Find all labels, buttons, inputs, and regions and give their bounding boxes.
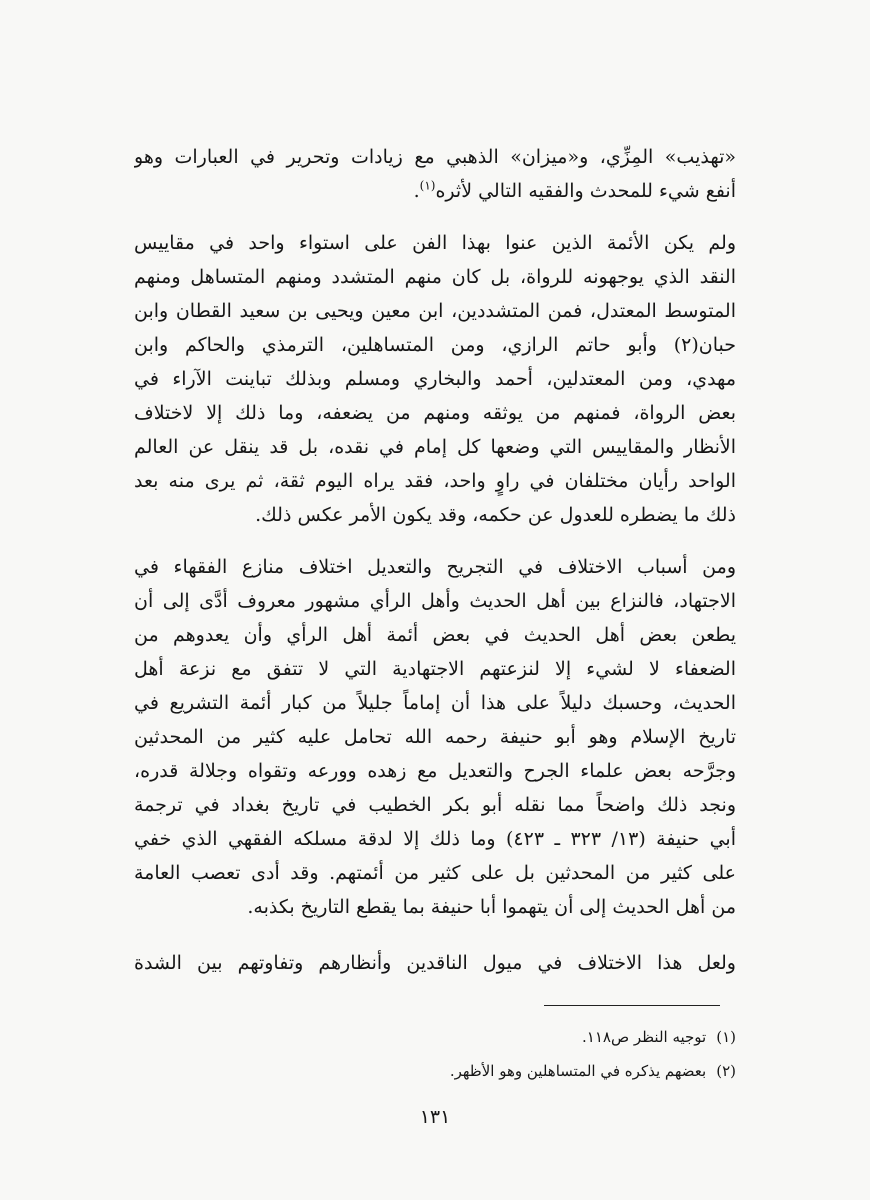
footnote-separator bbox=[544, 1005, 720, 1006]
text-line: المتوسط المعتدل، فمن المتشددين، ابن معين ويحيى بن سعيد القطان وابن bbox=[134, 300, 736, 322]
footnote-2 bbox=[300, 1054, 736, 1088]
paragraph-1 bbox=[134, 140, 736, 208]
text-line: بعض الرواة، فمنهم من يوثقه ومنهم من يضعفه، وما ذلك إلا لاختلاف bbox=[134, 402, 736, 424]
text-line: الأنظار والمقاييس التي وضعها كل إمام في نقده، بل قد ينقل عن العالم bbox=[134, 436, 736, 458]
text-line: حبان(٢) وأبو حاتم الرازي، ومن المتساهلين، الترمذي والحاكم وابن bbox=[134, 334, 736, 356]
text-line bbox=[134, 174, 736, 208]
text-line: ولعل هذا الاختلاف في ميول الناقدين وأنظارهم وتفاوتهم بين الشدة bbox=[134, 952, 736, 974]
text-line: الضعفاء لا لشيء إلا لنزعتهم الاجتهادية التي لا تتفق مع نزعة أهل bbox=[134, 658, 736, 680]
text-line: «تهذيب» المِزِّي، و«ميزان» الذهبي مع زيادات وتحرير في العبارات وهو bbox=[134, 146, 736, 168]
footnote-text: بعضهم يذكره في المتساهلين وهو الأظهر. bbox=[449, 1062, 707, 1080]
text-line: ذلك ما يضطره للعدول عن حكمه، وقد يكون الأمر عكس ذلك. bbox=[255, 504, 736, 526]
footnote-number: (١) bbox=[716, 1028, 736, 1046]
text-line: وجرَّحه بعض علماء الجرح والتعديل مع زهده وورعه وتقواه وجلالة قدره، bbox=[134, 760, 736, 782]
text-line: من أهل الحديث إلى أن يتهموا أبا حنيفة بما يقطع التاريخ بكذبه. bbox=[247, 896, 736, 918]
text-line: مهدي، ومن المعتدلين، أحمد والبخاري ومسلم وبذلك تباينت الآراء في bbox=[134, 368, 736, 390]
text-line: ونجد ذلك واضحاً مما نقله أبو بكر الخطيب في تاريخ بغداد في ترجمة bbox=[134, 794, 736, 816]
footnote-number: (٢) bbox=[716, 1062, 736, 1080]
text-line: أبي حنيفة (١٣/ ٣٢٣ ـ ٤٢٣) وما ذلك إلا لدقة مسلكه الفقهي الذي خفي bbox=[134, 828, 736, 850]
footnote-marker: (١) bbox=[419, 178, 436, 193]
footnotes bbox=[300, 1020, 736, 1088]
text-line: الاجتهاد، فالنزاع بين أهل الحديث وأهل الرأي مشهور معروف أدَّى إلى أن bbox=[134, 590, 736, 612]
text-line: ولم يكن الأئمة الذين عنوا بهذا الفن على استواء واحد في مقاييس bbox=[134, 232, 736, 254]
paragraph-4 bbox=[134, 946, 736, 980]
line-tail: . bbox=[413, 180, 420, 202]
paragraph-3 bbox=[134, 550, 736, 924]
text-line: النقد الذي يوجهونه للرواة، بل كان منهم المتشدد ومنهم المتساهل ومنهم bbox=[134, 266, 736, 288]
text-line-body: أنفع شيء للمحدث والفقيه التالي لأثره bbox=[435, 180, 736, 202]
page-number: ١٣١ bbox=[419, 1106, 451, 1128]
text-line: الحديث، وحسبك دليلاً على هذا أن إماماً جليلاً من كبار أئمة التشريع في bbox=[134, 692, 736, 714]
paragraph-2 bbox=[134, 226, 736, 532]
footnote-1 bbox=[300, 1020, 736, 1054]
text-line: الواحد رأيان مختلفان في راوٍ واحد، فقد يراه اليوم ثقة، ثم يرى منه بعد bbox=[134, 470, 736, 492]
text-line: ومن أسباب الاختلاف في التجريح والتعديل اختلاف منازع الفقهاء في bbox=[134, 556, 736, 578]
text-line: تاريخ الإسلام وهو أبو حنيفة رحمه الله تحامل عليه كثير من المحدثين bbox=[134, 726, 736, 748]
text-line: على كثير من المحدثين بل على كثير من أئمتهم. وقد أدى تعصب العامة bbox=[134, 862, 736, 884]
text-line: يطعن بعض أهل الحديث في بعض أئمة أهل الرأي وأن يعدوهم من bbox=[134, 624, 736, 646]
footnote-text: توجيه النظر ص١١٨. bbox=[581, 1028, 707, 1046]
